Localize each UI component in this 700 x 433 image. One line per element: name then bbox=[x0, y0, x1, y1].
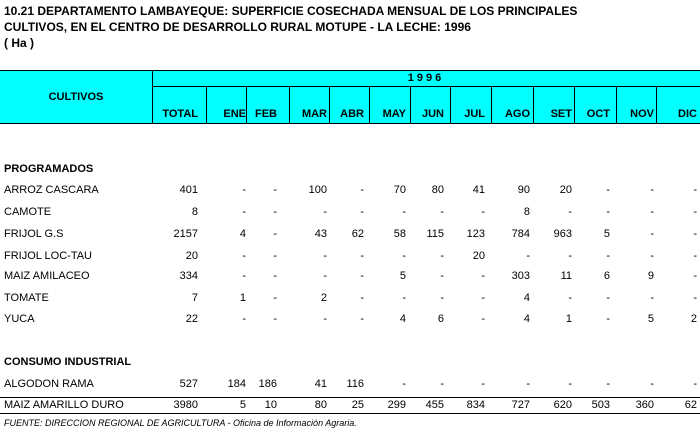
cell-nov: 5 bbox=[647, 313, 654, 325]
header-year-divider bbox=[152, 86, 700, 87]
cell-abr: - bbox=[360, 184, 364, 196]
cell-may: - bbox=[402, 292, 406, 304]
table-row bbox=[0, 184, 700, 198]
cell-mar: - bbox=[323, 250, 327, 262]
cell-jul: 123 bbox=[466, 228, 485, 240]
cell-dic: - bbox=[693, 270, 697, 282]
cell-may: 58 bbox=[393, 228, 406, 240]
cell-mar: - bbox=[323, 313, 327, 325]
cell-ene: - bbox=[242, 270, 246, 282]
row-label: FRIJOL G.S bbox=[4, 228, 64, 240]
cell-total: 8 bbox=[191, 206, 198, 218]
header-col-set: SET bbox=[550, 108, 572, 120]
cell-total: 527 bbox=[179, 378, 198, 390]
section-title-programados: PROGRAMADOS bbox=[4, 163, 94, 175]
cell-mar: 100 bbox=[308, 184, 327, 196]
cell-set: - bbox=[568, 206, 572, 218]
row-label: ARROZ CASCARA bbox=[4, 184, 99, 196]
cell-total: 7 bbox=[191, 292, 198, 304]
cell-dic: - bbox=[693, 206, 697, 218]
cell-feb: 10 bbox=[264, 399, 277, 411]
cell-ene: 184 bbox=[227, 378, 246, 390]
row-label: CAMOTE bbox=[4, 206, 52, 218]
header-col-jun: JUN bbox=[421, 108, 444, 120]
title-line-1: 10.21 DEPARTAMENTO LAMBAYEQUE: SUPERFICIE COSECHADA MENSUAL DE LOS PRINCIPALES bbox=[4, 4, 578, 18]
cell-total: 3980 bbox=[173, 399, 198, 411]
cell-jul: - bbox=[481, 206, 485, 218]
cell-mar: 43 bbox=[314, 228, 327, 240]
cell-ene: 5 bbox=[239, 399, 246, 411]
table-header bbox=[0, 70, 700, 124]
cell-nov: - bbox=[650, 206, 654, 218]
source-note: FUENTE: DIRECCION REGIONAL DE AGRICULTURA - Oficina de Información Agraria. bbox=[4, 418, 357, 428]
header-cultivos: CULTIVOS bbox=[48, 91, 104, 103]
cell-ene: - bbox=[242, 184, 246, 196]
cell-dic: - bbox=[693, 250, 697, 262]
cell-dic: - bbox=[693, 292, 697, 304]
cell-abr: - bbox=[360, 250, 364, 262]
cell-mar: 80 bbox=[314, 399, 327, 411]
cell-oct: 5 bbox=[603, 228, 610, 240]
cell-jun: - bbox=[440, 378, 444, 390]
cell-jun: 115 bbox=[426, 228, 444, 240]
cell-may: 299 bbox=[387, 399, 406, 411]
cell-oct: - bbox=[606, 206, 610, 218]
cell-ago: 4 bbox=[523, 292, 530, 304]
cell-oct: - bbox=[606, 378, 610, 390]
cell-jul: - bbox=[481, 292, 485, 304]
header-col-may: MAY bbox=[382, 108, 406, 120]
cell-jun: 6 bbox=[437, 313, 444, 325]
cell-jul: 41 bbox=[472, 184, 485, 196]
cell-ene: 1 bbox=[239, 292, 246, 304]
cell-may: - bbox=[402, 378, 406, 390]
cell-jun: - bbox=[440, 206, 444, 218]
cell-jul: - bbox=[481, 270, 485, 282]
row-label: ALGODON RAMA bbox=[4, 378, 94, 390]
cell-may: - bbox=[402, 206, 406, 218]
cell-total: 334 bbox=[179, 270, 198, 282]
cell-nov: - bbox=[650, 250, 654, 262]
cell-ago: 90 bbox=[517, 184, 530, 196]
cell-mar: 2 bbox=[320, 292, 327, 304]
cell-oct: - bbox=[606, 292, 610, 304]
cell-may: - bbox=[402, 250, 406, 262]
cell-jun: - bbox=[440, 292, 444, 304]
cell-set: - bbox=[568, 250, 572, 262]
cell-total: 22 bbox=[185, 313, 198, 325]
section-title-consumo-industrial: CONSUMO INDUSTRIAL bbox=[4, 356, 132, 368]
title-line-2: CULTIVOS, EN EL CENTRO DE DESARROLLO RURAL MOTUPE - LA LECHE: 1996 bbox=[4, 20, 471, 34]
cell-abr: 116 bbox=[346, 378, 364, 390]
header-col-ago: AGO bbox=[504, 108, 530, 120]
cell-set: 20 bbox=[559, 184, 572, 196]
cell-dic: 2 bbox=[690, 313, 697, 325]
header-col-oct: OCT bbox=[586, 108, 610, 120]
table-row bbox=[0, 228, 700, 242]
cell-oct: - bbox=[606, 250, 610, 262]
header-col-jul: JUL bbox=[464, 108, 485, 120]
cell-jun: - bbox=[440, 250, 444, 262]
cell-total: 20 bbox=[185, 250, 198, 262]
cell-may: 4 bbox=[399, 313, 406, 325]
cell-oct: 503 bbox=[591, 399, 610, 411]
cell-ago: - bbox=[526, 250, 530, 262]
cell-feb: - bbox=[273, 292, 277, 304]
table-row bbox=[0, 378, 700, 392]
cell-abr: 62 bbox=[351, 228, 364, 240]
cell-abr: - bbox=[360, 313, 364, 325]
cell-ago: 727 bbox=[511, 399, 530, 411]
cell-may: 5 bbox=[399, 270, 406, 282]
table-row bbox=[0, 250, 700, 264]
cell-ago: 4 bbox=[523, 313, 530, 325]
cell-ago: 8 bbox=[523, 206, 530, 218]
cell-set: 11 bbox=[560, 270, 572, 282]
table-row bbox=[0, 313, 700, 327]
table-bottom-rule bbox=[0, 397, 700, 398]
cell-jul: - bbox=[481, 313, 485, 325]
cell-mar: - bbox=[323, 206, 327, 218]
cell-abr: - bbox=[360, 292, 364, 304]
cell-nov: 360 bbox=[635, 399, 654, 411]
cell-oct: 6 bbox=[603, 270, 610, 282]
cell-jul: - bbox=[481, 378, 485, 390]
cell-feb: - bbox=[273, 206, 277, 218]
cell-nov: - bbox=[650, 228, 654, 240]
table-row bbox=[0, 206, 700, 220]
header-col-dic: DIC bbox=[678, 108, 697, 120]
cell-ene: 4 bbox=[239, 228, 246, 240]
cell-feb: - bbox=[273, 250, 277, 262]
cell-abr: - bbox=[360, 270, 364, 282]
row-label: MAIZ AMILACEO bbox=[4, 270, 90, 282]
cell-mar: 41 bbox=[314, 378, 327, 390]
cell-ago: 303 bbox=[511, 270, 530, 282]
cell-set: 1 bbox=[565, 313, 572, 325]
cell-dic: - bbox=[693, 184, 697, 196]
cell-mar: - bbox=[323, 270, 327, 282]
row-label: YUCA bbox=[4, 313, 35, 325]
cell-jul: 20 bbox=[472, 250, 485, 262]
cell-feb: - bbox=[273, 228, 277, 240]
cell-abr: 25 bbox=[351, 399, 364, 411]
cell-set: - bbox=[568, 378, 572, 390]
header-col-ene: ENE bbox=[223, 108, 246, 120]
cell-ago: - bbox=[526, 378, 530, 390]
cell-feb: - bbox=[273, 184, 277, 196]
table-row bbox=[0, 270, 700, 284]
cell-dic: - bbox=[693, 228, 697, 240]
cell-jun: 80 bbox=[431, 184, 444, 196]
cell-set: 963 bbox=[553, 228, 572, 240]
cell-set: - bbox=[568, 292, 572, 304]
header-year: 1996 bbox=[407, 72, 445, 84]
cell-nov: - bbox=[650, 378, 654, 390]
cell-oct: - bbox=[606, 313, 610, 325]
cell-dic: 62 bbox=[684, 399, 697, 411]
header-col-total: TOTAL bbox=[162, 108, 198, 120]
cell-total: 2157 bbox=[173, 228, 198, 240]
cell-ago: 784 bbox=[511, 228, 530, 240]
table-end-rule bbox=[0, 413, 700, 414]
cell-ene: - bbox=[242, 313, 246, 325]
cell-jun: 455 bbox=[425, 399, 444, 411]
cell-ene: - bbox=[242, 250, 246, 262]
cell-jun: - bbox=[440, 270, 444, 282]
title-unit: ( Ha ) bbox=[4, 36, 34, 50]
cell-abr: - bbox=[360, 206, 364, 218]
cell-feb: - bbox=[273, 270, 277, 282]
row-label: MAIZ AMARILLO DURO bbox=[4, 399, 124, 411]
cell-nov: 9 bbox=[647, 270, 654, 282]
cell-set: 620 bbox=[553, 399, 572, 411]
cell-feb: - bbox=[273, 313, 277, 325]
row-label: TOMATE bbox=[4, 292, 49, 304]
cell-jul: 834 bbox=[466, 399, 485, 411]
cell-feb: 186 bbox=[258, 378, 277, 390]
cell-nov: - bbox=[650, 292, 654, 304]
table-title bbox=[4, 3, 577, 51]
cell-ene: - bbox=[242, 206, 246, 218]
cell-total: 401 bbox=[179, 184, 198, 196]
cell-may: 70 bbox=[393, 184, 406, 196]
header-col-feb: FEB bbox=[255, 108, 277, 120]
header-col-nov: NOV bbox=[630, 108, 654, 120]
table-row bbox=[0, 292, 700, 306]
table-row bbox=[0, 399, 700, 413]
row-label: FRIJOL LOC-TAU bbox=[4, 250, 93, 262]
cell-nov: - bbox=[650, 184, 654, 196]
header-col-mar: MAR bbox=[301, 108, 327, 120]
cell-dic: - bbox=[693, 378, 697, 390]
cell-oct: - bbox=[606, 184, 610, 196]
header-col-abr: ABR bbox=[340, 108, 364, 120]
